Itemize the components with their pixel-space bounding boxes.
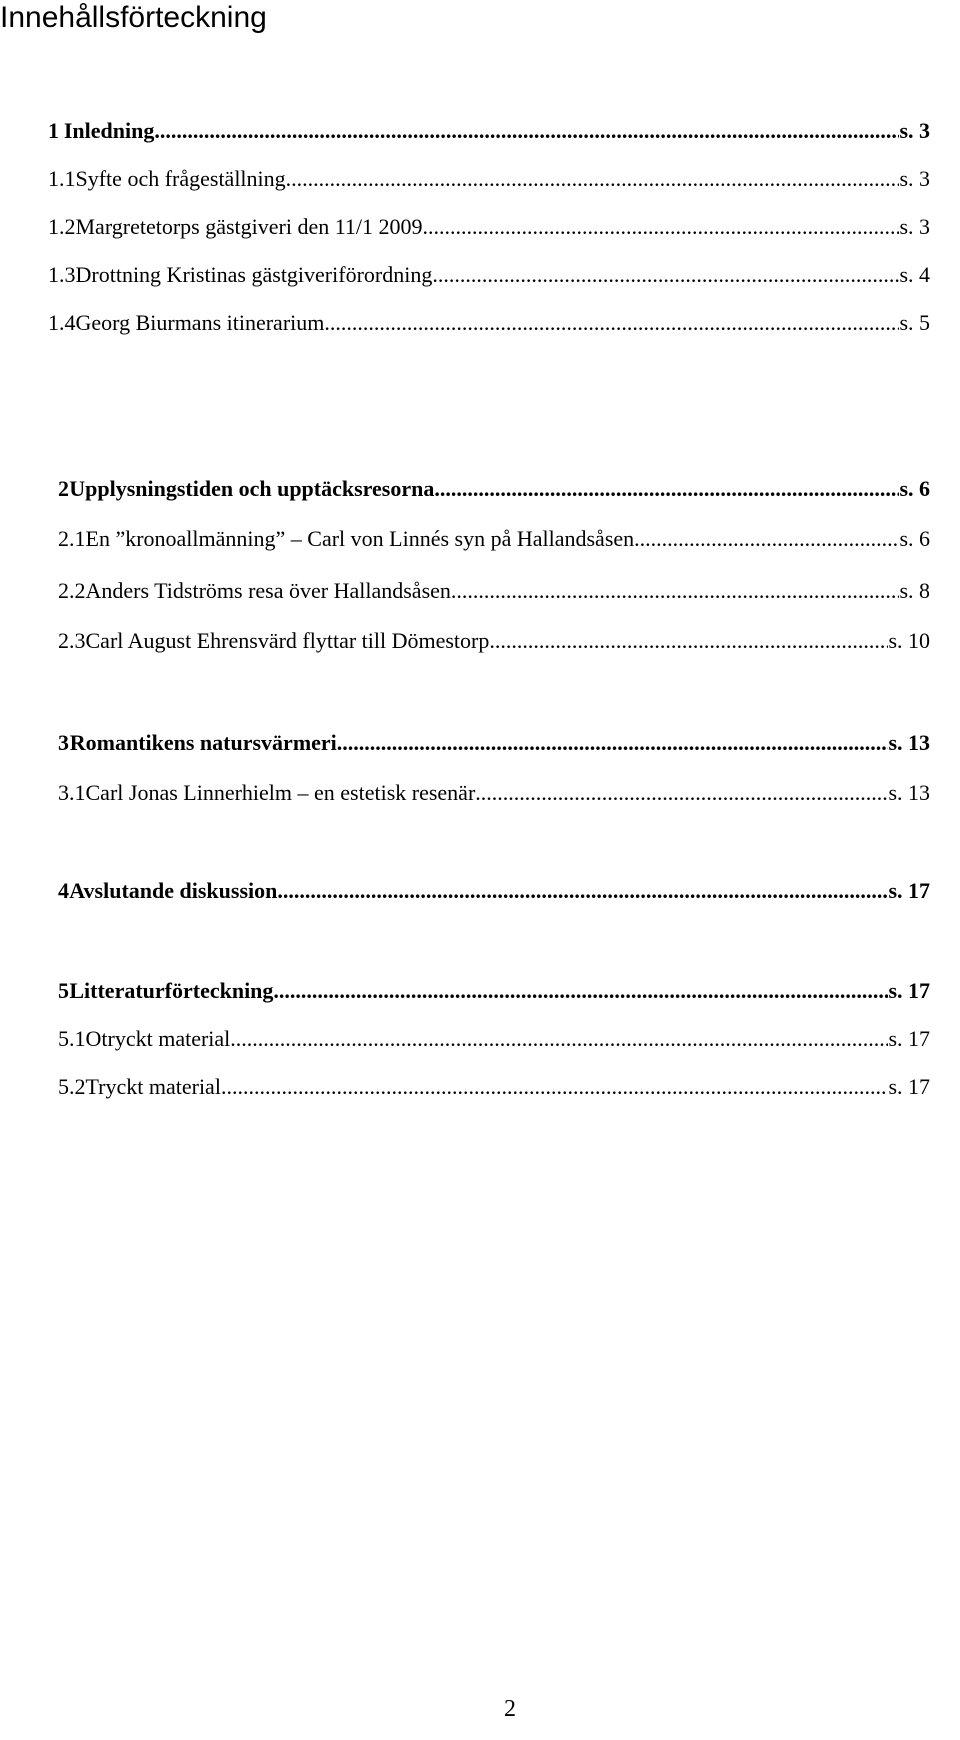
toc-entry-page: s. 3 (899, 214, 930, 239)
toc-entry-title: Margretetorps gästgiveri den 11/1 2009 (75, 214, 423, 239)
toc-entry-page: s. 5 (899, 310, 930, 335)
toc-entry-1-3[interactable] (48, 262, 930, 288)
toc-entry-title: Georg Biurmans itinerarium (75, 310, 325, 335)
dot-leader (423, 214, 900, 240)
dot-leader (432, 262, 899, 288)
toc-entry-1-2[interactable] (48, 214, 930, 240)
toc-entry-title: Upplysningstiden och upptäcksresorna (69, 476, 435, 501)
toc-entry-title: Romantikens natursvärmeri (69, 730, 337, 755)
dot-leader (489, 628, 888, 654)
toc-entry-title: Litteraturförteckning (69, 978, 274, 1003)
toc-entry-number: 2.1 (58, 526, 86, 551)
dot-leader (451, 578, 900, 604)
toc-entry-number: 2.2 (58, 578, 86, 603)
dot-leader (273, 978, 888, 1004)
toc-entry-1-1[interactable] (48, 166, 930, 192)
toc-entry-4[interactable] (58, 878, 930, 904)
toc-entry-3[interactable] (58, 730, 930, 756)
dot-leader (221, 1074, 889, 1100)
dot-leader (475, 780, 888, 806)
dot-leader (154, 118, 899, 144)
page-number-text: 2 (504, 1696, 516, 1722)
toc-heading: Innehållsförteckning (0, 1, 267, 34)
toc-entry-number: 3.1 (58, 780, 86, 805)
toc-entry-page: s. 10 (888, 628, 930, 653)
toc-entry-2-1[interactable] (58, 526, 930, 552)
toc-entry-title: Drottning Kristinas gästgiveriförordning (75, 262, 433, 287)
toc-entry-title: En ”kronoallmänning” – Carl von Linnés syn på Hallandsåsen (85, 526, 635, 551)
toc-entry-page: s. 13 (888, 730, 930, 755)
toc-entry-1[interactable] (48, 118, 930, 144)
toc-entry-number: 5 (58, 978, 69, 1003)
toc-entry-number: 1 (48, 118, 59, 143)
toc-entry-2[interactable] (58, 476, 930, 502)
toc-entry-title: Tryckt material (85, 1074, 221, 1099)
toc-entry-number: 5.1 (58, 1026, 86, 1051)
toc-entry-page: s. 17 (888, 878, 930, 903)
toc-entry-title: Anders Tidströms resa över Hallandsåsen (85, 578, 451, 603)
dot-leader (634, 526, 899, 552)
toc-entry-page: s. 8 (899, 578, 930, 603)
toc-entry-page: s. 17 (888, 1074, 930, 1099)
toc-entry-2-3[interactable] (58, 628, 930, 654)
toc-entry-number: 1.4 (48, 310, 76, 335)
toc-entry-5[interactable] (58, 978, 930, 1004)
toc-entry-number: 2.3 (58, 628, 86, 653)
dot-leader (277, 878, 888, 904)
toc-entry-title: Avslutande diskussion (69, 878, 278, 903)
toc-entry-title: Inledning (63, 118, 155, 143)
toc-entry-number: 3 (58, 730, 69, 755)
toc-entry-title: Carl Jonas Linnerhielm – en estetisk resenär (85, 780, 476, 805)
toc-entry-page: s. 6 (899, 526, 930, 551)
toc-entry-number: 1.1 (48, 166, 76, 191)
toc-entry-page: s. 4 (899, 262, 930, 287)
toc-entry-title: Syfte och frågeställning (75, 166, 286, 191)
toc-entry-number: 1.2 (48, 214, 76, 239)
toc-entry-page: s. 13 (888, 780, 930, 805)
toc-entry-5-2[interactable] (58, 1074, 930, 1100)
page-number (0, 1695, 960, 1723)
toc-entry-2-2[interactable] (58, 578, 930, 604)
toc-entry-page: s. 3 (899, 118, 930, 143)
dot-leader (286, 166, 900, 192)
toc-entry-title: Otryckt material (85, 1026, 231, 1051)
toc-entry-page: s. 6 (899, 476, 930, 501)
dot-leader (337, 730, 889, 756)
toc-entry-3-1[interactable] (58, 780, 930, 806)
toc-entry-number: 4 (58, 878, 69, 903)
dot-leader (230, 1026, 888, 1052)
toc-entry-title: Carl August Ehrensvärd flyttar till Dömestorp (85, 628, 490, 653)
toc-entry-page: s. 17 (888, 1026, 930, 1051)
toc-entry-1-4[interactable] (48, 310, 930, 336)
toc-entry-number: 2 (58, 476, 69, 501)
toc-entry-number: 1.3 (48, 262, 76, 287)
toc-entry-number: 5.2 (58, 1074, 86, 1099)
toc-entry-5-1[interactable] (58, 1026, 930, 1052)
toc-entry-page: s. 3 (899, 166, 930, 191)
dot-leader (324, 310, 899, 336)
dot-leader (434, 476, 899, 502)
toc-entry-page: s. 17 (888, 978, 930, 1003)
